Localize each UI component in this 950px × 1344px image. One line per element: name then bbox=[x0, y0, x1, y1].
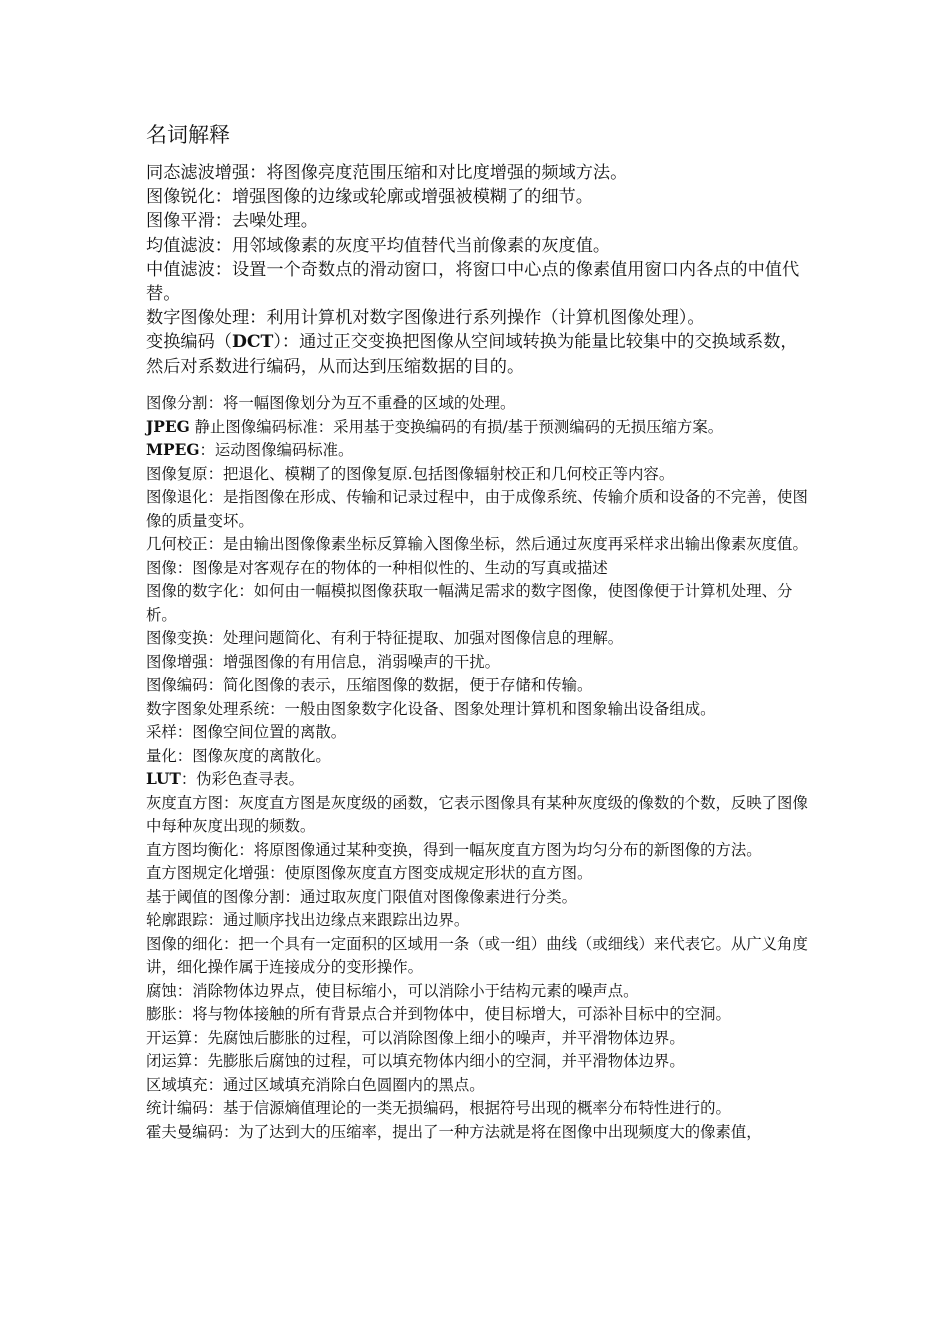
glossary-section-small bbox=[146, 392, 810, 1144]
glossary-separator: ： bbox=[207, 629, 223, 647]
glossary-definition: 处理问题简化、有利于特征提取、加强对图像信息的理解。 bbox=[222, 629, 624, 647]
glossary-term: 图像的数字化 bbox=[146, 582, 239, 600]
glossary-entry bbox=[146, 980, 810, 1004]
glossary-term: 图像锐化 bbox=[146, 187, 215, 208]
glossary-separator: ： bbox=[207, 676, 223, 694]
glossary-term-abbr: LUT bbox=[146, 770, 181, 788]
glossary-separator: ： bbox=[222, 934, 239, 953]
glossary-term: 图像分割 bbox=[146, 394, 208, 412]
glossary-separator: ： bbox=[207, 488, 223, 506]
glossary-term: 图像编码 bbox=[146, 676, 208, 694]
glossary-entry bbox=[146, 745, 810, 769]
glossary-entry bbox=[146, 1050, 810, 1074]
glossary-definition: 增强图像的有用信息，消弱噪声的干扰。 bbox=[222, 652, 501, 671]
glossary-definition: 通过取灰度门限值对图像像素进行分类。 bbox=[299, 887, 577, 906]
glossary-entry bbox=[146, 1074, 810, 1098]
glossary-separator: ： bbox=[249, 163, 267, 183]
glossary-term: 采样 bbox=[146, 723, 177, 741]
glossary-separator: ： bbox=[176, 981, 193, 1000]
glossary-definition: 把一个具有一定面积的区域用一条（或一组）曲线（或细线）来代表它。从广义角度讲，细化操作属于连接成分的变形操作。 bbox=[146, 934, 808, 976]
glossary-term: 统计编码 bbox=[146, 1099, 208, 1117]
glossary-entry bbox=[146, 392, 810, 416]
glossary-separator: ： bbox=[214, 211, 232, 232]
glossary-definition: 图像空间位置的离散。 bbox=[192, 723, 347, 741]
glossary-definition: 将与物体接触的所有背景点合并到物体中，使目标增大，可添补目标中的空洞。 bbox=[192, 1005, 731, 1023]
glossary-separator: ： bbox=[207, 535, 223, 553]
glossary-term: 灰度直方图 bbox=[146, 793, 223, 812]
glossary-definition: 设置一个奇数点的滑动窗口，将窗口中心点的像素值用窗口内各点的中值代替。 bbox=[146, 259, 800, 305]
glossary-term: 直方图规定化增强 bbox=[146, 864, 270, 882]
glossary-separator: ： bbox=[207, 652, 223, 671]
glossary-definition: 将一幅图像划分为互不重叠的区域的处理。 bbox=[222, 394, 516, 412]
glossary-separator: ： bbox=[176, 1005, 193, 1023]
glossary-term: 量化 bbox=[146, 746, 177, 765]
glossary-term-abbr: JPEG bbox=[146, 417, 190, 436]
glossary-separator: ： bbox=[192, 1028, 208, 1047]
glossary-entry bbox=[146, 933, 810, 980]
glossary-separator: ： bbox=[192, 1052, 208, 1070]
glossary-term: 直方图均衡化 bbox=[146, 840, 239, 859]
glossary-term: 变换编码（ bbox=[146, 332, 232, 353]
glossary-definition: 简化图像的表示，压缩图像的数据，便于存储和传输。 bbox=[222, 676, 593, 694]
glossary-entry bbox=[146, 258, 810, 306]
glossary-definition: 增强图像的边缘或轮廓或增强被模糊了的细节。 bbox=[231, 187, 593, 208]
glossary-definition: 为了达到大的压缩率，提出了一种方法就是将在图像中出现频度大的像素值， bbox=[238, 1122, 762, 1141]
glossary-entry bbox=[146, 234, 810, 258]
glossary-definition: 图像灰度的离散化。 bbox=[192, 746, 331, 765]
glossary-term: 闭运算 bbox=[146, 1052, 193, 1070]
glossary-separator: ： bbox=[214, 259, 232, 280]
glossary-separator: ： bbox=[207, 1099, 223, 1117]
glossary-entry bbox=[146, 768, 810, 792]
glossary-entry bbox=[146, 862, 810, 886]
glossary-entry bbox=[146, 306, 810, 330]
glossary-separator: ： bbox=[207, 464, 223, 483]
glossary-term: 同态滤波增强 bbox=[146, 163, 250, 183]
glossary-term: 图像的细化 bbox=[146, 934, 223, 953]
glossary-entry bbox=[146, 674, 810, 698]
glossary-separator: ： bbox=[281, 332, 300, 353]
glossary-definition: 去噪处理。 bbox=[231, 211, 318, 232]
glossary-term: 基于阈值的图像分割 bbox=[146, 887, 285, 906]
glossary-term: 均值滤波 bbox=[146, 235, 215, 256]
glossary-entry bbox=[146, 792, 810, 839]
glossary-entry bbox=[146, 557, 810, 581]
glossary-term: 数字图像处理 bbox=[146, 308, 250, 329]
glossary-entry bbox=[146, 486, 810, 533]
glossary-definition: 先腐蚀后膨胀的过程，可以消除图像上细小的噪声，并平滑物体边界。 bbox=[207, 1028, 685, 1047]
glossary-term: 轮廓跟踪 bbox=[146, 911, 208, 929]
glossary-definition: 通过区域填充消除白色圆圈内的黑点。 bbox=[222, 1075, 485, 1094]
glossary-separator: ： bbox=[284, 887, 300, 906]
glossary-separator: ： bbox=[214, 187, 232, 208]
glossary-entry bbox=[146, 439, 810, 463]
glossary-term: ） bbox=[273, 332, 282, 353]
glossary-term: 霍夫曼编码 bbox=[146, 1122, 223, 1141]
glossary-section-large bbox=[146, 161, 810, 379]
glossary-term: 静止图像编码标准 bbox=[189, 417, 318, 436]
glossary-separator: ： bbox=[238, 582, 254, 600]
glossary-definition: 使原图像灰度直方图变成规定形状的直方图。 bbox=[284, 864, 593, 882]
glossary-separator: ： bbox=[317, 417, 334, 436]
glossary-separator: ： bbox=[207, 1075, 223, 1094]
glossary-entry bbox=[146, 330, 810, 378]
glossary-term: 图像平滑 bbox=[146, 211, 215, 232]
glossary-separator: ： bbox=[176, 723, 193, 741]
glossary-term: 开运算 bbox=[146, 1028, 193, 1047]
glossary-definition: 灰度直方图是灰度级的函数，它表示图像具有某种灰度级的像数的个数，反映了图像中每种灰度出现的频数。 bbox=[146, 793, 808, 835]
glossary-definition: 把退化、模糊了的图像复原.包括图像辐射校正和几何校正等内容。 bbox=[222, 464, 675, 483]
page-title: 名词解释 bbox=[146, 123, 230, 147]
glossary-separator: ： bbox=[214, 235, 232, 256]
glossary-separator: ： bbox=[199, 441, 215, 459]
glossary-entry bbox=[146, 416, 810, 440]
glossary-separator: ： bbox=[269, 699, 285, 718]
glossary-entry bbox=[146, 1027, 810, 1051]
glossary-term: 图像复原 bbox=[146, 464, 208, 483]
glossary-separator: ： bbox=[176, 558, 193, 577]
glossary-definition: 先膨胀后腐蚀的过程，可以填充物体内细小的空洞，并平滑物体边界。 bbox=[207, 1052, 685, 1070]
glossary-separator: ： bbox=[222, 793, 239, 812]
glossary-entry bbox=[146, 909, 810, 933]
glossary-entry bbox=[146, 209, 810, 233]
glossary-definition: 将图像亮度范围压缩和对比度增强的频域方法。 bbox=[266, 163, 628, 183]
glossary-definition: 图像是对客观存在的物体的一种相似性的、生动的写真或描述 bbox=[192, 558, 608, 577]
glossary-entry bbox=[146, 627, 810, 651]
glossary-entry bbox=[146, 698, 810, 722]
glossary-separator: ： bbox=[269, 864, 285, 882]
glossary-entry bbox=[146, 533, 810, 557]
glossary-definition: 通过顺序找出边缘点来跟踪出边界。 bbox=[222, 911, 470, 929]
glossary-term-abbr: DCT bbox=[231, 332, 274, 353]
glossary-definition: 是指图像在形成、传输和记录过程中，由于成像系统、传输介质和设备的不完善，使图像的质量变坏。 bbox=[146, 488, 808, 530]
glossary-definition: 采用基于变换编码的有损/基于预测编码的无损压缩方案。 bbox=[333, 417, 724, 436]
glossary-definition: 将原图像通过某种变换，得到一幅灰度直方图为均匀分布的新图像的方法。 bbox=[253, 840, 762, 859]
glossary-definition: 消除物体边界点，使目标缩小，可以消除小于结构元素的噪声点。 bbox=[192, 981, 639, 1000]
glossary-entry bbox=[146, 886, 810, 910]
glossary-definition: 是由输出图像像素坐标反算输入图像坐标，然后通过灰度再采样求出输出像素灰度值。 bbox=[222, 535, 808, 553]
glossary-separator: ： bbox=[176, 746, 193, 765]
glossary-definition: 伪彩色查寻表。 bbox=[196, 770, 305, 788]
glossary-entry bbox=[146, 580, 810, 627]
glossary-term: 腐蚀 bbox=[146, 981, 177, 1000]
glossary-separator: ： bbox=[249, 308, 267, 329]
glossary-entry bbox=[146, 463, 810, 487]
glossary-definition: 通过正交变换把图像从空间域转换为能量比较集中的交换域系数，然后对系数进行编码，从而达到压缩数据的目的。 bbox=[146, 332, 798, 377]
glossary-term: 中值滤波 bbox=[146, 259, 215, 280]
glossary-term: 图像退化 bbox=[146, 488, 208, 506]
glossary-separator: ： bbox=[207, 394, 223, 412]
glossary-term: 区域填充 bbox=[146, 1075, 208, 1094]
glossary-entry bbox=[146, 1003, 810, 1027]
glossary-entry bbox=[146, 721, 810, 745]
glossary-entry bbox=[146, 1121, 810, 1145]
glossary-separator: ： bbox=[180, 770, 197, 788]
glossary-term: 图像 bbox=[146, 558, 177, 577]
glossary-entry bbox=[146, 651, 810, 675]
glossary-entry bbox=[146, 839, 810, 863]
glossary-separator: ： bbox=[222, 1122, 239, 1141]
glossary-definition: 一般由图象数字化设备、图象处理计算机和图象输出设备组成。 bbox=[284, 699, 716, 718]
glossary-term: 图像增强 bbox=[146, 652, 208, 671]
glossary-definition: 基于信源熵值理论的一类无损编码，根据符号出现的概率分布特性进行的。 bbox=[222, 1099, 731, 1117]
glossary-entry bbox=[146, 1097, 810, 1121]
glossary-definition: 利用计算机对数字图像进行系列操作（计算机图像处理）。 bbox=[266, 308, 705, 329]
glossary-entry bbox=[146, 161, 810, 185]
glossary-entry bbox=[146, 185, 810, 209]
glossary-separator: ： bbox=[238, 840, 254, 859]
glossary-definition: 运动图像编码标准。 bbox=[214, 441, 354, 459]
glossary-definition: 如何由一幅模拟图像获取一幅满足需求的数字图像，使图像便于计算机处理、分析。 bbox=[146, 582, 793, 624]
glossary-term: 几何校正 bbox=[146, 535, 208, 553]
glossary-term-abbr: MPEG bbox=[146, 441, 200, 459]
glossary-separator: ： bbox=[207, 911, 223, 929]
glossary-term: 膨胀 bbox=[146, 1005, 177, 1023]
glossary-term: 数字图象处理系统 bbox=[146, 699, 270, 718]
glossary-definition: 用邻域像素的灰度平均值替代当前像素的灰度值。 bbox=[231, 235, 611, 256]
glossary-term: 图像变换 bbox=[146, 629, 208, 647]
